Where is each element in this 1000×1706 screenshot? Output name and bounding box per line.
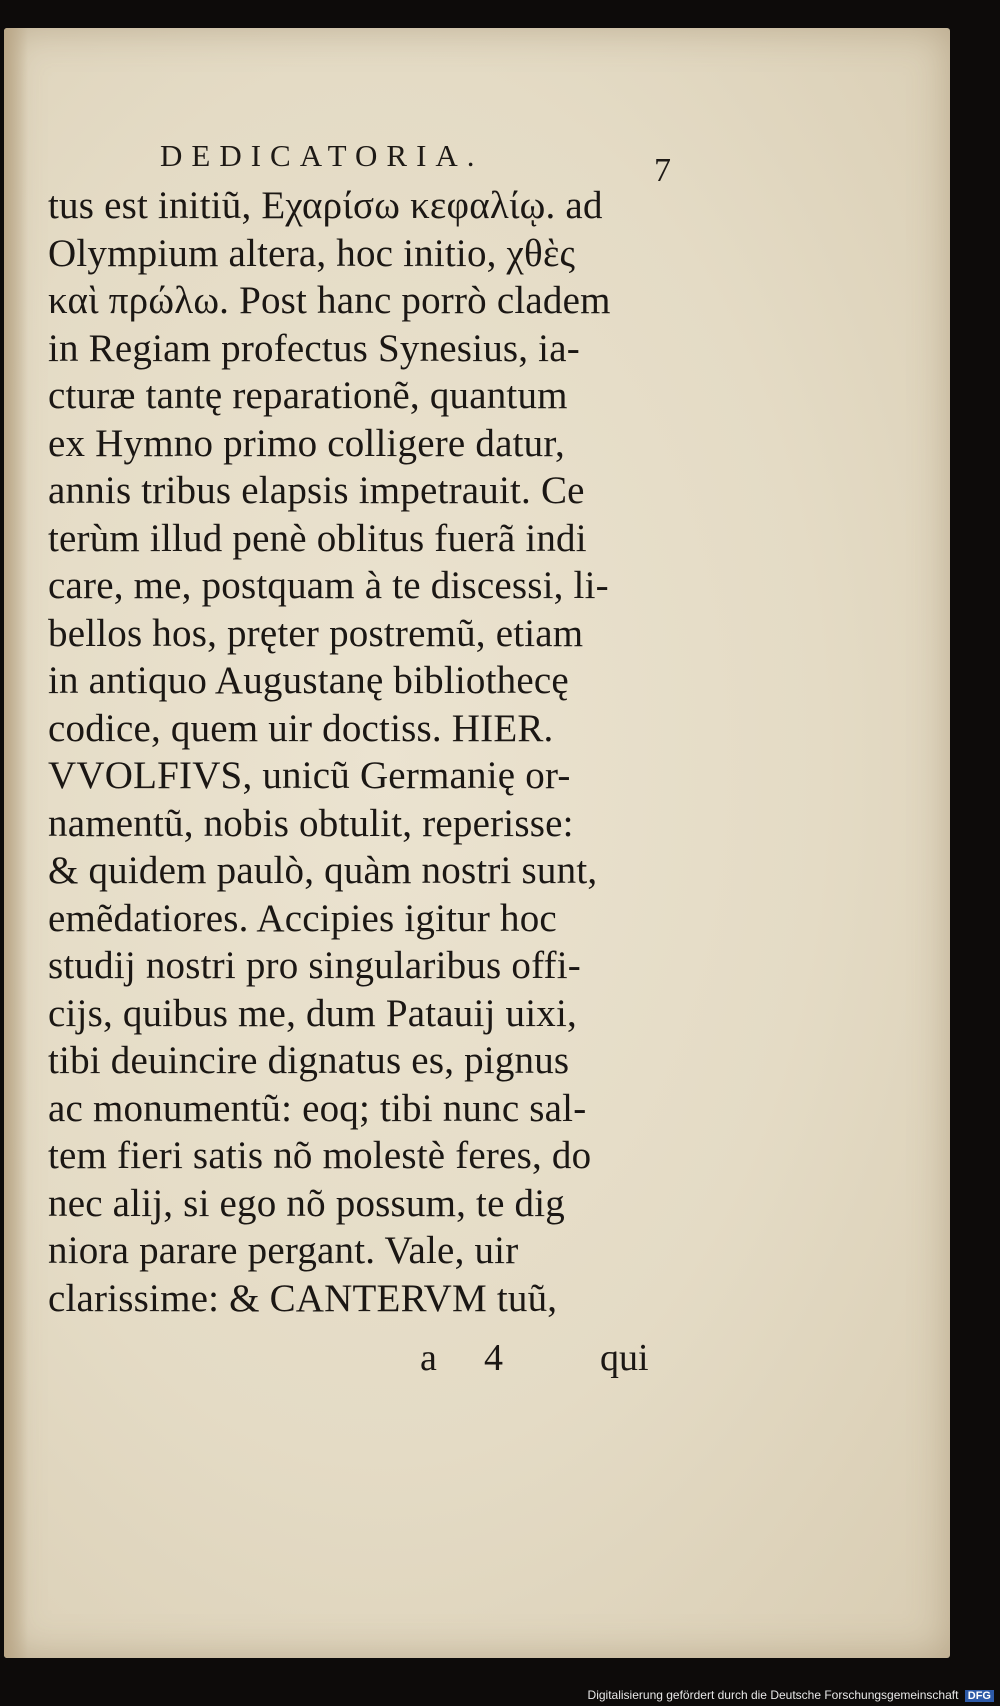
text-line: emẽdatiores. Accipies igitur hoc <box>48 896 557 940</box>
text-line: tibi deuincire dignatus es, pignus <box>48 1039 570 1082</box>
text-line: ex Hymno primo colligere datur, <box>48 421 565 465</box>
text-line: ac monumentũ: eoq; tibi nunc sal- <box>48 1086 587 1130</box>
text-line: in Regiam profectus Synesius, ia- <box>48 326 580 370</box>
text-line: Olympium altera, hoc initio, χθὲς <box>48 231 576 275</box>
text-line: & quidem paulò, quàm nostri sunt, <box>48 849 598 892</box>
text-line: in antiquo Augustanę bibliothecę <box>48 659 569 702</box>
text-line: niora parare pergant. Vale, uir <box>48 1229 519 1272</box>
page-number: 7 <box>654 152 671 189</box>
text-line: terùm illud penè oblitus fuerã indi <box>48 516 587 560</box>
text-line: cturæ tantę reparationẽ, quantum <box>48 374 568 417</box>
text-line: καὶ πρώλω. Post hanc porrò cladem <box>48 279 611 322</box>
credit-text: Digitalisierung gefördert durch die Deutsche Forschungsgemeinschaft <box>587 1688 959 1702</box>
text-line: annis tribus elapsis impetrauit. Ce <box>48 469 585 512</box>
text-line: cijs, quibus me, dum Patauij uixi, <box>48 991 577 1035</box>
text-line: VVOLFIVS, unicũ Germanię or- <box>48 754 571 797</box>
running-title: DEDICATORIA. <box>160 138 484 173</box>
page-gutter-shadow <box>4 28 28 1658</box>
text-line: bellos hos, pręter postremũ, etiam <box>48 611 584 655</box>
catchword: qui <box>600 1337 649 1379</box>
signature-mark-letter: a <box>420 1337 437 1379</box>
text-line: care, me, postquam à te discessi, li- <box>48 564 609 607</box>
text-line: namentũ, nobis obtulit, reperisse: <box>48 801 574 845</box>
text-line: tem fieri satis nõ molestè feres, do <box>48 1134 592 1177</box>
text-line: clarissime: & CANTERVM tuũ, <box>48 1276 558 1320</box>
text-line: studij nostri pro singularibus offi- <box>48 944 581 987</box>
text-line: nec alij, si ego nõ possum, te dig <box>48 1181 565 1225</box>
dfg-logo: DFG <box>965 1690 994 1702</box>
digitization-credit <box>588 1688 994 1702</box>
signature-mark-number: 4 <box>484 1337 503 1379</box>
text-line: codice, quem uir doctiss. HIER. <box>48 706 554 750</box>
text-line: tus est initiũ, Εχαρίσω κεφαλίῳ. ad <box>48 184 603 227</box>
body-text <box>48 182 698 1322</box>
